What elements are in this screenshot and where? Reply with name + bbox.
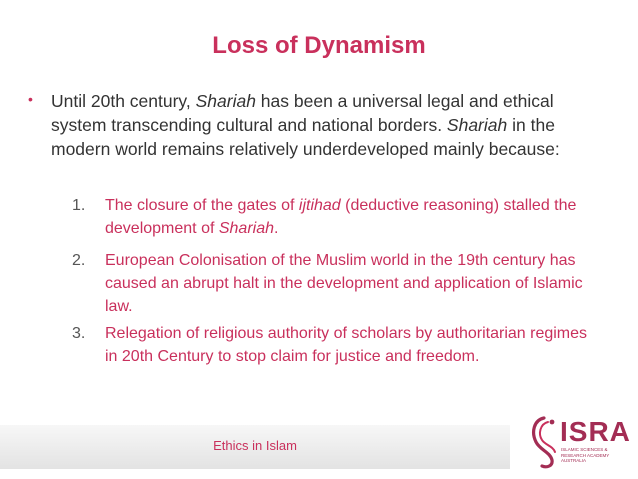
item-number: 1. <box>72 197 86 214</box>
item-text: European Colonisation of the Muslim world in the 19th century has caused an abrupt halt in the development and application of Islamic law. <box>105 252 583 315</box>
logo-subtitle: ISLAMIC SCIENCES & RESEARCH ACADEMY AUSTRALIA <box>561 447 610 463</box>
item-text <box>105 194 597 240</box>
numbered-item-3 <box>72 322 597 368</box>
bullet-text-shariah-2: Shariah <box>446 115 508 135</box>
bullet-dot-icon: • <box>28 91 33 107</box>
item-1-part2: (deductive reasoning) stalled the development of <box>105 197 577 237</box>
footer-text: Ethics in Islam <box>213 438 297 453</box>
numbered-item-1 <box>72 194 597 240</box>
bullet-text-part1: Until 20th century, <box>51 91 196 111</box>
bullet-text-part3: in the modern world remains relatively underdeveloped mainly because: <box>51 115 560 159</box>
item-number: 3. <box>72 325 86 342</box>
main-bullet <box>28 89 603 161</box>
bullet-text <box>51 89 603 161</box>
slide-title: Loss of Dynamism <box>212 32 426 59</box>
item-1-ijtihad: ijtihad <box>298 197 341 214</box>
item-1-part3: . <box>274 220 279 237</box>
item-1-part1: The closure of the gates of <box>105 197 299 214</box>
numbered-item-2 <box>72 249 597 318</box>
item-number: 2. <box>72 252 86 269</box>
bullet-text-shariah-1: Shariah <box>195 91 256 111</box>
item-1-shariah: Shariah <box>218 220 275 237</box>
isra-logo-icon <box>528 414 560 469</box>
logo-wordmark: ISRA <box>560 416 631 447</box>
item-text: Relegation of religious authority of scholars by authoritarian regimes in 20th Century to stop claim for justice and freedom. <box>105 325 588 365</box>
bullet-text-part2: has been a universal legal and ethical system transcending cultural and national borders. <box>51 91 554 135</box>
isra-logo <box>528 414 633 469</box>
